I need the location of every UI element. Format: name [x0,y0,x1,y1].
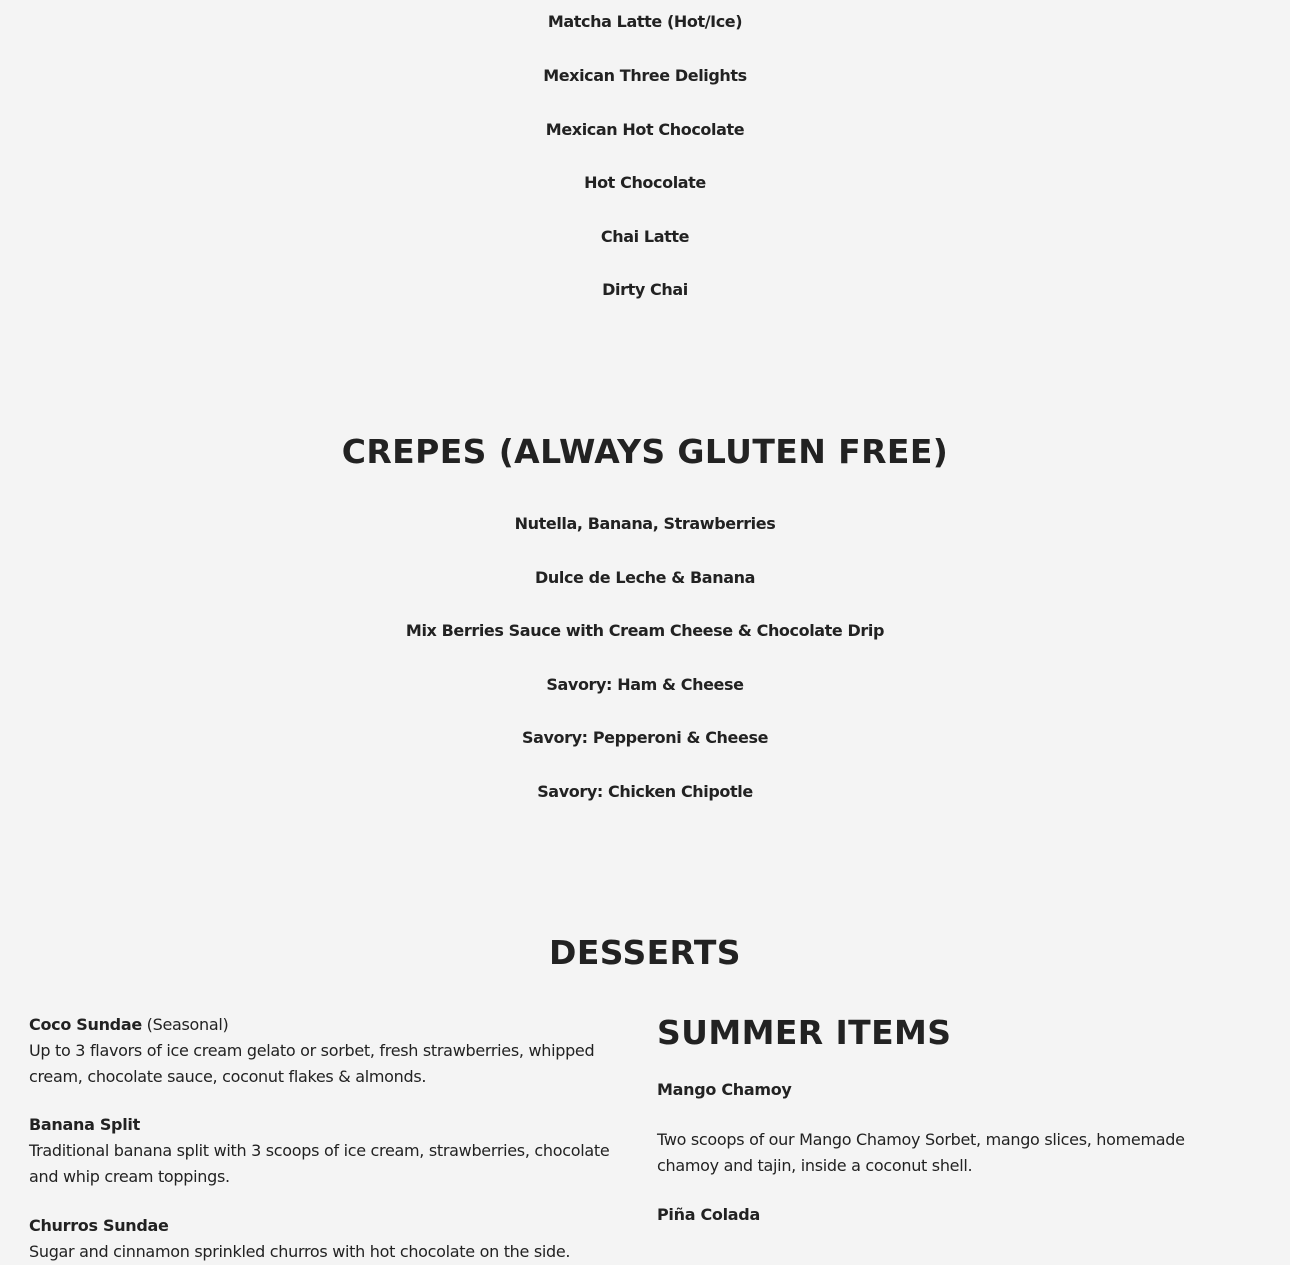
dessert-name: Churros Sundae [29,1216,169,1235]
dessert-item [29,1012,629,1090]
dessert-description: Traditional banana split with 3 scoops of ice cream, strawberries, chocolate and whip cream toppings. [29,1141,610,1186]
summer-items-heading: SUMMER ITEMS [657,1013,952,1052]
menu-item-drink: Hot Chocolate [584,173,706,192]
menu-item-crepe: Mix Berries Sauce with Cream Cheese & Chocolate Drip [405,621,885,640]
dessert-note: (Seasonal) [141,1015,229,1034]
summer-item-description: Two scoops of our Mango Chamoy Sorbet, mango slices, homemade chamoy and tajin, inside a coconut shell. [657,1130,1185,1175]
menu-item-crepe: Savory: Pepperoni & Cheese [521,728,769,747]
desserts-heading: DESSERTS [549,933,741,972]
menu-item-crepe: Dulce de Leche & Banana [535,568,755,587]
dessert-item [29,1112,629,1190]
dessert-description: Sugar and cinnamon sprinkled churros with hot chocolate on the side. [29,1242,571,1261]
summer-item-name: Mango Chamoy [657,1080,792,1099]
menu-item-drink: Matcha Latte (Hot/Ice) [547,12,743,31]
crepes-heading: CREPES (ALWAYS GLUTEN FREE) [341,432,949,471]
menu-item-drink: Chai Latte [600,227,690,246]
menu-item-crepe: Nutella, Banana, Strawberries [514,514,776,533]
menu-item-drink: Mexican Hot Chocolate [545,120,745,139]
dessert-name: Coco Sundae [29,1015,142,1034]
summer-item-name: Piña Colada [657,1205,760,1224]
dessert-item [29,1213,629,1265]
menu-item-crepe: Savory: Ham & Cheese [546,675,744,694]
menu-item-drink: Dirty Chai [602,280,688,299]
dessert-name: Banana Split [29,1115,140,1134]
dessert-description: Up to 3 flavors of ice cream gelato or sorbet, fresh strawberries, whipped cream, chocolate sauce, coconut flakes & almonds. [29,1041,595,1086]
menu-item-crepe: Savory: Chicken Chipotle [537,782,753,801]
menu-item-drink: Mexican Three Delights [543,66,747,85]
